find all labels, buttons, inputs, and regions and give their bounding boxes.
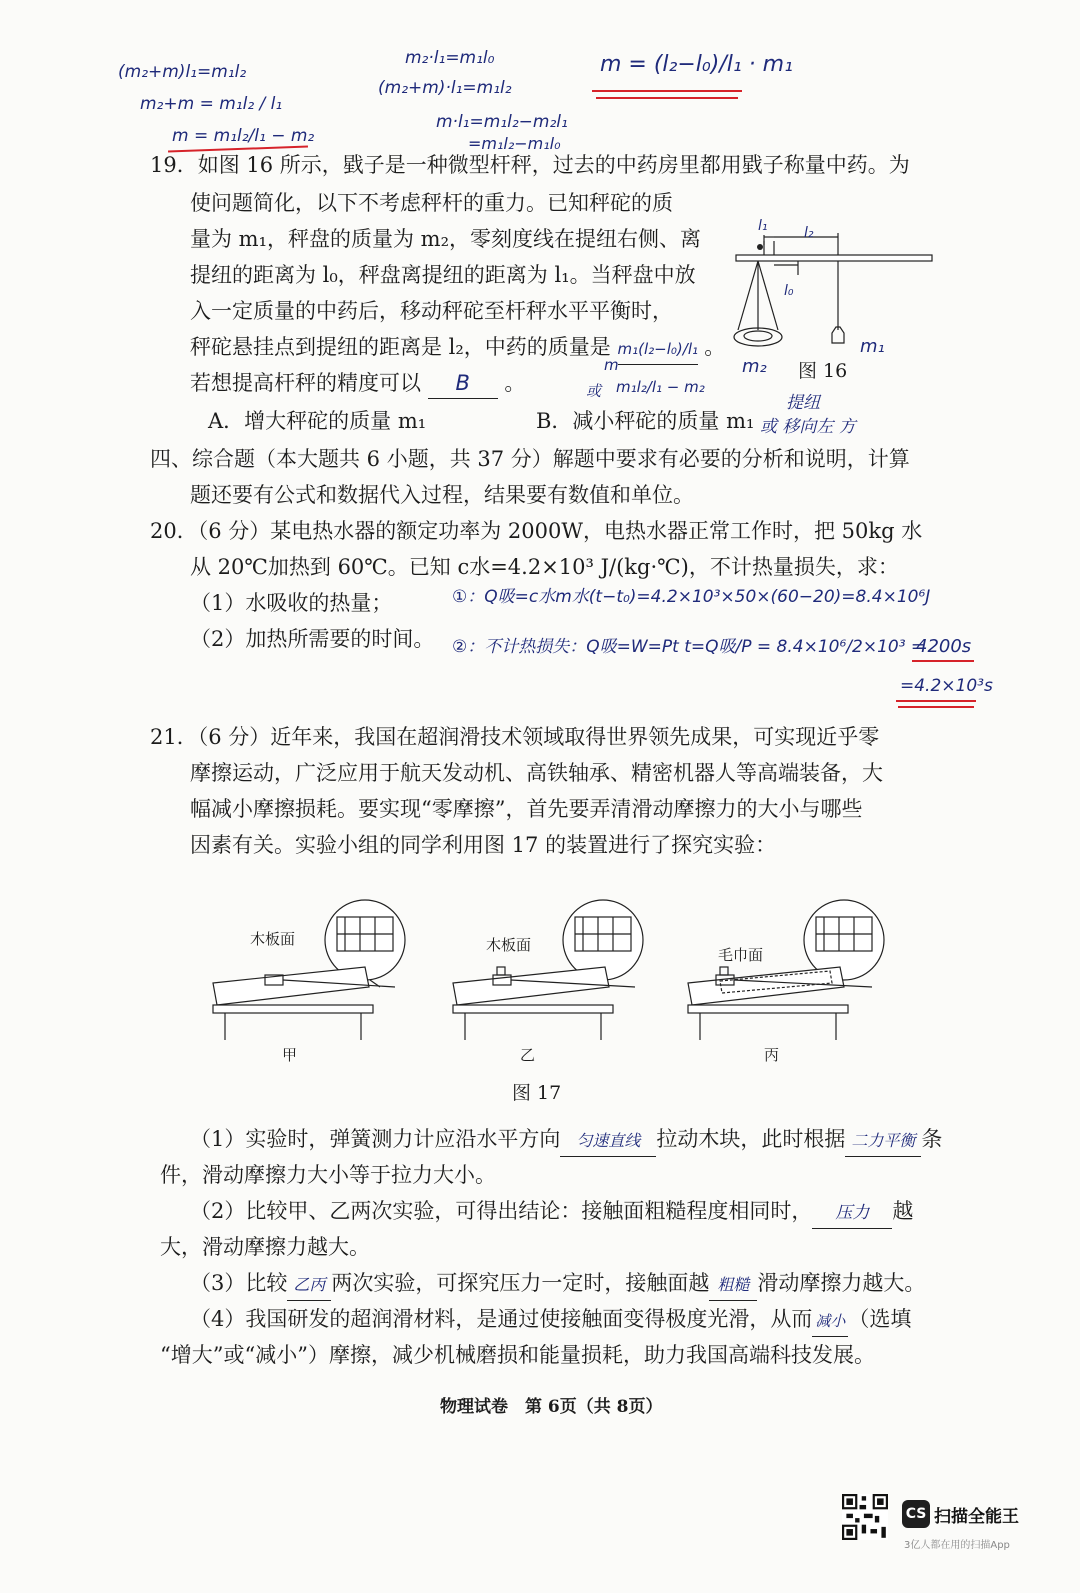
panel-label-jia: 甲 xyxy=(282,1046,298,1064)
q21-answer-1a: 匀速直线 xyxy=(576,1131,641,1150)
section4-heading: 四、综合题（本大题共 6 小题，共 37 分）解题中要求有必要的分析和说明，计算 xyxy=(150,447,910,471)
q21-blank-2[interactable] xyxy=(812,1196,892,1229)
camscanner-logo-icon: CS xyxy=(902,1500,930,1528)
q21-sub2-cont: 大，滑动摩擦力越大。 xyxy=(160,1235,370,1259)
handwriting-top-mid-3: m·l₁=m₁l₂−m₂l₁ xyxy=(436,112,568,132)
q21-text: （2）比较甲、乙两次实验，可得出结论：接触面粗糙程度相同时， xyxy=(190,1199,813,1223)
q19-line: 使问题简化，以下不考虑秤杆的重力。已知秤砣的质 xyxy=(190,191,673,215)
figure-17-panel-jia xyxy=(205,895,445,1045)
panel-label-bing: 丙 xyxy=(764,1046,780,1064)
q21-blank-1a[interactable] xyxy=(560,1124,656,1157)
q20-answer-1: ①：Q吸=c水m水(t−t₀)=4.2×10³×50×(60−20)=8.4×10⁶J xyxy=(452,587,931,607)
q19-line: 提纽的距离为 l₀，秤盘离提纽的距离为 l₁。当秤盘中放 xyxy=(190,263,696,287)
q20-sub1: （1）水吸收的热量； xyxy=(190,591,393,615)
q21-blank-4[interactable] xyxy=(812,1304,848,1337)
figure-17-panel-yi xyxy=(445,895,685,1045)
q21-text: （3）比较 xyxy=(190,1271,288,1295)
q21-answer-4: 减小 xyxy=(815,1312,846,1330)
q20-line: 从 20℃加热到 60℃。已知 c水=4.2×10³ J/(kg·℃)，不计热量损失，求： xyxy=(190,555,899,579)
q21-answer-2: 压力 xyxy=(835,1203,870,1223)
q21-text: （选填 xyxy=(848,1307,912,1331)
figure-17-panel-bing xyxy=(680,895,920,1045)
q21-blank-1b[interactable] xyxy=(845,1124,921,1157)
q21-sub3 xyxy=(190,1268,925,1301)
q21-text: 两次实验，可探究压力一定时，接触面越 xyxy=(331,1271,710,1295)
q21-sub4-cont: “增大”或“减小”）摩擦，减少机械磨损和能量损耗，助力我国高端科技发展。 xyxy=(160,1343,875,1367)
handwriting-top-mid-1: m₂·l₁=m₁l₀ xyxy=(405,48,495,68)
fig16-label-m1: m₁ xyxy=(860,336,885,357)
q19-line xyxy=(190,332,725,365)
q19-choice-answer: B xyxy=(455,371,470,395)
panel-surface-label: 毛巾面 xyxy=(718,946,764,964)
q19-option-b: B．减小秤砣的质量 m₁ xyxy=(536,409,755,433)
q21-blank-3a[interactable] xyxy=(287,1268,331,1301)
red-underline xyxy=(912,660,974,662)
handwriting-note: 提纽 xyxy=(786,393,820,413)
q19-mass-answer: m₁(l₂−l₀)/l₁ xyxy=(617,340,698,358)
q21-text: 越 xyxy=(892,1199,914,1223)
q21-line: 因素有关。实验小组的同学利用图 17 的装置进行了探究实验： xyxy=(190,833,777,857)
q19-line: 19．如图 16 所示，戥子是一种微型杆秤，过去的中药房里都用戥子称量中药。为 xyxy=(150,153,910,177)
q19-mass-blank[interactable] xyxy=(618,332,698,365)
q19-choice-blank[interactable] xyxy=(428,368,498,399)
fig16-label-l0: l₀ xyxy=(784,283,794,299)
red-underline xyxy=(896,700,976,702)
q21-sub4 xyxy=(190,1304,911,1337)
q21-blank-3b[interactable] xyxy=(709,1268,757,1301)
camscanner-tagline: 3亿人都在用的扫描App xyxy=(904,1540,1010,1551)
section4-heading: 题还要有公式和数据代入过程，结果要有数值和单位。 xyxy=(190,483,694,507)
red-underline xyxy=(898,706,974,708)
q21-sub2 xyxy=(190,1196,913,1229)
handwriting-top-right: m = (l₂−l₀)/l₁ · m₁ xyxy=(600,52,793,77)
q21-answer-1b: 二力平衡 xyxy=(851,1131,916,1150)
fig17-caption: 图 17 xyxy=(512,1082,562,1104)
q19-text: 。 xyxy=(704,335,726,359)
q19-text: 秤砣悬挂点到提纽的距离是 l₂，中药的质量是 xyxy=(190,335,611,359)
handwriting-top-left-2: m₂+m = m₁l₂ / l₁ xyxy=(140,94,283,114)
q21-line: 摩擦运动，广泛应用于航天发动机、高铁轴承、精密机器人等高端装备，大 xyxy=(190,761,883,785)
panel-label-yi: 乙 xyxy=(520,1046,536,1064)
q21-line: 幅减小摩擦损耗。要实现“零摩擦”，首先要弄清滑动摩擦力的大小与哪些 xyxy=(190,797,863,821)
fig16-label-m2: m₂ xyxy=(742,356,767,377)
q21-text: 拉动木块，此时根据 xyxy=(656,1127,846,1151)
handwriting-note: 或 移向左 方 xyxy=(760,417,856,437)
handwriting-top-mid-4: =m₁l₂−m₁l₀ xyxy=(468,134,561,153)
q21-line: 21．（6 分）近年来，我国在超润滑技术领域取得世界领先成果，可实现近乎零 xyxy=(150,725,880,749)
q19-line: 量为 m₁，秤盘的质量为 m₂，零刻度线在提纽右侧、离 xyxy=(190,227,702,251)
q20-answer-2: ②：不计热损失：Q吸=W=Pt t=Q吸/P = 8.4×10⁶/2×10³ = xyxy=(452,637,926,657)
q21-text: 滑动摩擦力越大。 xyxy=(757,1271,926,1295)
q20-answer-2-result: 4200s xyxy=(916,636,972,657)
red-underline xyxy=(592,90,742,92)
q20-answer-2-alt: =4.2×10³s xyxy=(900,676,993,696)
q21-text: （4）我国研发的超润滑材料，是通过使接触面变得极度光滑，从而 xyxy=(190,1307,813,1331)
page-footer: 物理试卷 第 6页（共 8页） xyxy=(440,1397,663,1417)
q19-text: 。 xyxy=(504,371,526,395)
q21-sub1-cont: 件，滑动摩擦力大小等于拉力大小。 xyxy=(160,1163,496,1187)
handwriting-top-mid-2: (m₂+m)·l₁=m₁l₂ xyxy=(378,78,512,98)
qr-code-icon xyxy=(842,1494,888,1540)
q19-line xyxy=(190,368,525,399)
q20-sub2: （2）加热所需要的时间。 xyxy=(190,627,435,651)
fig16-label-l1: l₁ xyxy=(758,218,768,234)
q21-answer-3a: 乙丙 xyxy=(293,1275,326,1294)
panel-surface-label: 木板面 xyxy=(486,936,532,954)
handwriting-top-left-1: (m₂+m)l₁=m₁l₂ xyxy=(118,62,247,82)
q21-answer-3b: 粗糙 xyxy=(717,1275,750,1294)
q19-option-a: A．增大秤砣的质量 m₁ xyxy=(208,409,427,433)
q21-text: 条 xyxy=(921,1127,943,1151)
q21-sub1 xyxy=(190,1124,942,1157)
fig16-label-l2: l₂ xyxy=(804,225,814,241)
red-underline xyxy=(596,97,738,99)
handwriting-top-left-3: m = m₁l₂/l₁ − m₂ xyxy=(172,126,315,146)
q21-text: （1）实验时，弹簧测力计应沿水平方向 xyxy=(190,1127,561,1151)
q20-line: 20．（6 分）某电热水器的额定功率为 2000W，电热水器正常工作时，把 50kg 水 xyxy=(150,519,923,543)
q19-line: 入一定质量的中药后，移动秤砣至杆秤水平平衡时， xyxy=(190,299,673,323)
panel-surface-label: 木板面 xyxy=(250,930,296,948)
camscanner-name: 扫描全能王 xyxy=(934,1507,1019,1527)
q19-text: 若想提高杆秤的精度可以 xyxy=(190,371,421,395)
handwriting-note: m₁l₂/l₁ − m₂ xyxy=(616,378,705,396)
handwriting-note: 或 xyxy=(586,382,602,400)
fig16-caption: 图 16 xyxy=(798,360,848,382)
handwriting-note: m xyxy=(604,356,619,374)
